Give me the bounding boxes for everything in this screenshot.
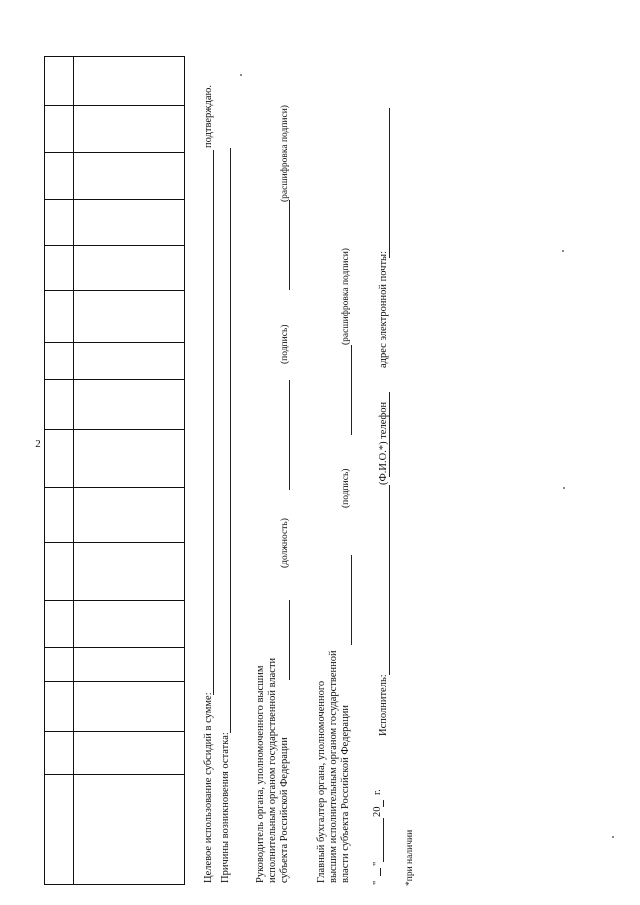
accountant-title-line2: высшим исполнительным органом государственной xyxy=(328,650,339,883)
target-use-amount-line[interactable] xyxy=(213,150,214,695)
head-decoding-caption: (расшифровка подписи) xyxy=(280,105,290,202)
table-row-divider xyxy=(45,681,184,682)
table-column-divider xyxy=(73,57,74,884)
date-year-suffix: г. xyxy=(372,789,383,795)
scan-speck xyxy=(563,487,565,489)
accountant-signature-caption: (подпись) xyxy=(341,468,351,508)
table-row-divider xyxy=(45,600,184,601)
head-position-caption: (должность) xyxy=(280,518,290,568)
head-title-line1: Руководитель органа, уполномоченного высшим xyxy=(255,665,266,883)
table-row-divider xyxy=(45,774,184,775)
executor-name-line[interactable] xyxy=(389,485,390,675)
target-use-label: Целевое использование субсидий в сумме: xyxy=(203,692,214,883)
table-row-divider xyxy=(45,290,184,291)
head-position-line[interactable] xyxy=(289,600,290,680)
date-month-line[interactable] xyxy=(383,818,384,862)
table-row-divider xyxy=(45,379,184,380)
table-row-divider xyxy=(45,429,184,430)
executor-phone-line[interactable] xyxy=(389,392,390,477)
page-number: 2 xyxy=(35,438,41,450)
executor-email-line[interactable] xyxy=(389,108,390,258)
scan-speck xyxy=(240,74,242,76)
table-row-divider xyxy=(45,105,184,106)
table-row-divider xyxy=(45,647,184,648)
reasons-label: Причины возникновения остатка: xyxy=(220,732,231,883)
table-row-divider xyxy=(45,245,184,246)
head-title-line2: исполнительным органом государственной власти xyxy=(267,657,278,883)
footnote: *при наличии xyxy=(405,829,415,886)
table-row-divider xyxy=(45,487,184,488)
table-row-divider xyxy=(45,199,184,200)
accountant-title-line3: власти субъекта Российской Федерации xyxy=(340,705,351,883)
table-row-divider xyxy=(45,342,184,343)
reasons-line[interactable] xyxy=(230,148,231,733)
head-decoding-line[interactable] xyxy=(289,200,290,290)
accountant-signature-line[interactable] xyxy=(351,555,352,645)
confirmed-label: подтверждаю. xyxy=(203,84,214,148)
accountant-decoding-caption: (расшифровка подписи) xyxy=(341,248,351,345)
head-title-line3: субъекта Российской Федерации xyxy=(279,737,290,883)
table-row-divider xyxy=(45,152,184,153)
executor-label: Исполнитель: xyxy=(378,674,389,736)
table-row-divider xyxy=(45,542,184,543)
date-quote-close: " xyxy=(372,861,383,866)
date-day-line[interactable] xyxy=(380,868,381,876)
head-signature-caption: (подпись) xyxy=(280,324,290,364)
head-signature-line[interactable] xyxy=(289,380,290,490)
accountant-decoding-line[interactable] xyxy=(351,345,352,435)
date-year: 20 xyxy=(372,806,383,817)
executor-email-label: адрес электронной почты: xyxy=(378,250,389,368)
scan-speck xyxy=(612,836,614,838)
scan-speck xyxy=(562,250,564,252)
table-row-divider xyxy=(45,731,184,732)
date-quote-open: " xyxy=(372,880,383,885)
date-year-line[interactable] xyxy=(383,800,384,807)
data-table xyxy=(44,56,185,885)
executor-fio-phone-label: (Ф.И.О.*) телефон xyxy=(378,401,389,485)
accountant-title-line1: Главный бухгалтер органа, уполномоченного xyxy=(316,680,327,883)
